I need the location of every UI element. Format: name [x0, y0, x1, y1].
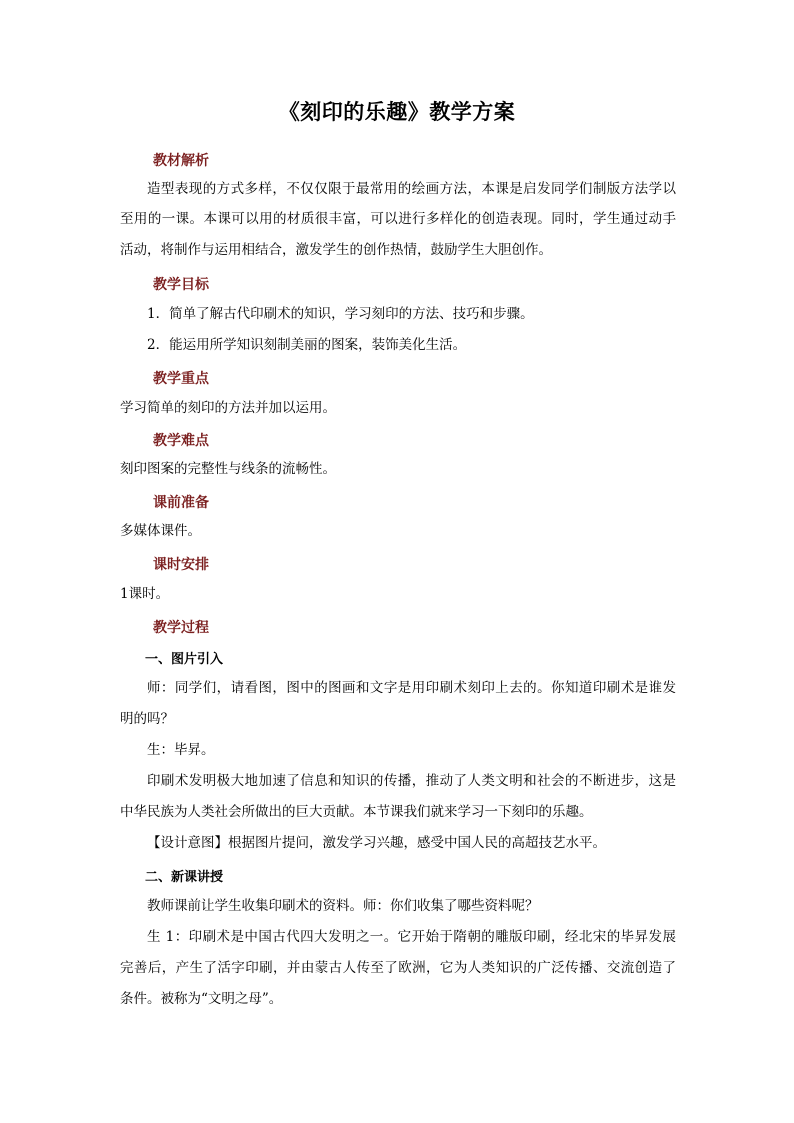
document-title: 《刻印的乐趣》教学方案	[278, 99, 516, 124]
difficulties-text: 刻印图案的完整性与线条的流畅性。	[120, 461, 336, 477]
subheading-intro: 一、图片引入	[145, 652, 224, 667]
paragraph-line: 教师课前让学生收集印刷术的资料。师：你们收集了哪些资料呢？	[147, 898, 539, 914]
paragraph-line: 中华民族为人类社会所做出的巨大贡献。本节课我们就来学习一下刻印的乐趣。	[120, 804, 593, 820]
design-intent: 【设计意图】根据图片提问，激发学习兴趣，感受中国人民的高超技艺水平。	[147, 835, 606, 851]
heading-preparation: 课前准备	[153, 495, 209, 511]
schedule-text: 1课时。	[120, 586, 170, 602]
paragraph-line: 完善后，产生了活字印刷，并由蒙古人传至了欧洲，它为人类知识的广泛传播、交流创造了	[120, 960, 676, 976]
paragraph-line: 明的吗？	[120, 711, 174, 727]
paragraph-line: 师：同学们，请看图，图中的图画和文字是用印刷术刻印上去的。你知道印刷术是谁发	[147, 680, 676, 696]
student-answer: 生：毕昇。	[147, 742, 215, 758]
paragraph-line: 造型表现的方式多样，不仅仅限于最常用的绘画方法，本课是启发同学们制版方法学以	[147, 181, 676, 197]
key-points-text: 学习简单的刻印的方法并加以运用。	[120, 400, 336, 416]
preparation-text: 多媒体课件。	[120, 523, 201, 539]
subheading-new-lesson: 二、新课讲授	[145, 870, 224, 885]
heading-key-points: 教学重点	[153, 371, 209, 387]
heading-difficulties: 教学难点	[153, 433, 209, 449]
heading-goals: 教学目标	[153, 277, 209, 293]
paragraph-line: 活动，将制作与运用相结合，激发学生的创作热情，鼓励学生大胆创作。	[120, 242, 552, 258]
paragraph-line: 条件。被称为“文明之母”。	[120, 991, 283, 1007]
goal-item: 2．能运用所学知识刻制美丽的图案，装饰美化生活。	[147, 337, 467, 353]
heading-schedule: 课时安排	[153, 557, 209, 573]
paragraph-line: 印刷术发明极大地加速了信息和知识的传播，推动了人类文明和社会的不断进步，这是	[147, 773, 676, 789]
goal-item: 1．简单了解古代印刷术的知识，学习刻印的方法、技巧和步骤。	[147, 306, 534, 322]
heading-process: 教学过程	[153, 620, 209, 636]
paragraph-line: 至用的一课。本课可以用的材质很丰富，可以进行多样化的创造表现。同时，学生通过动手	[120, 211, 676, 227]
paragraph-line: 生 1：印刷术是中国古代四大发明之一。它开始于隋朝的雕版印刷，经北宋的毕昇发展	[147, 929, 676, 945]
heading-analysis: 教材解析	[153, 153, 209, 169]
